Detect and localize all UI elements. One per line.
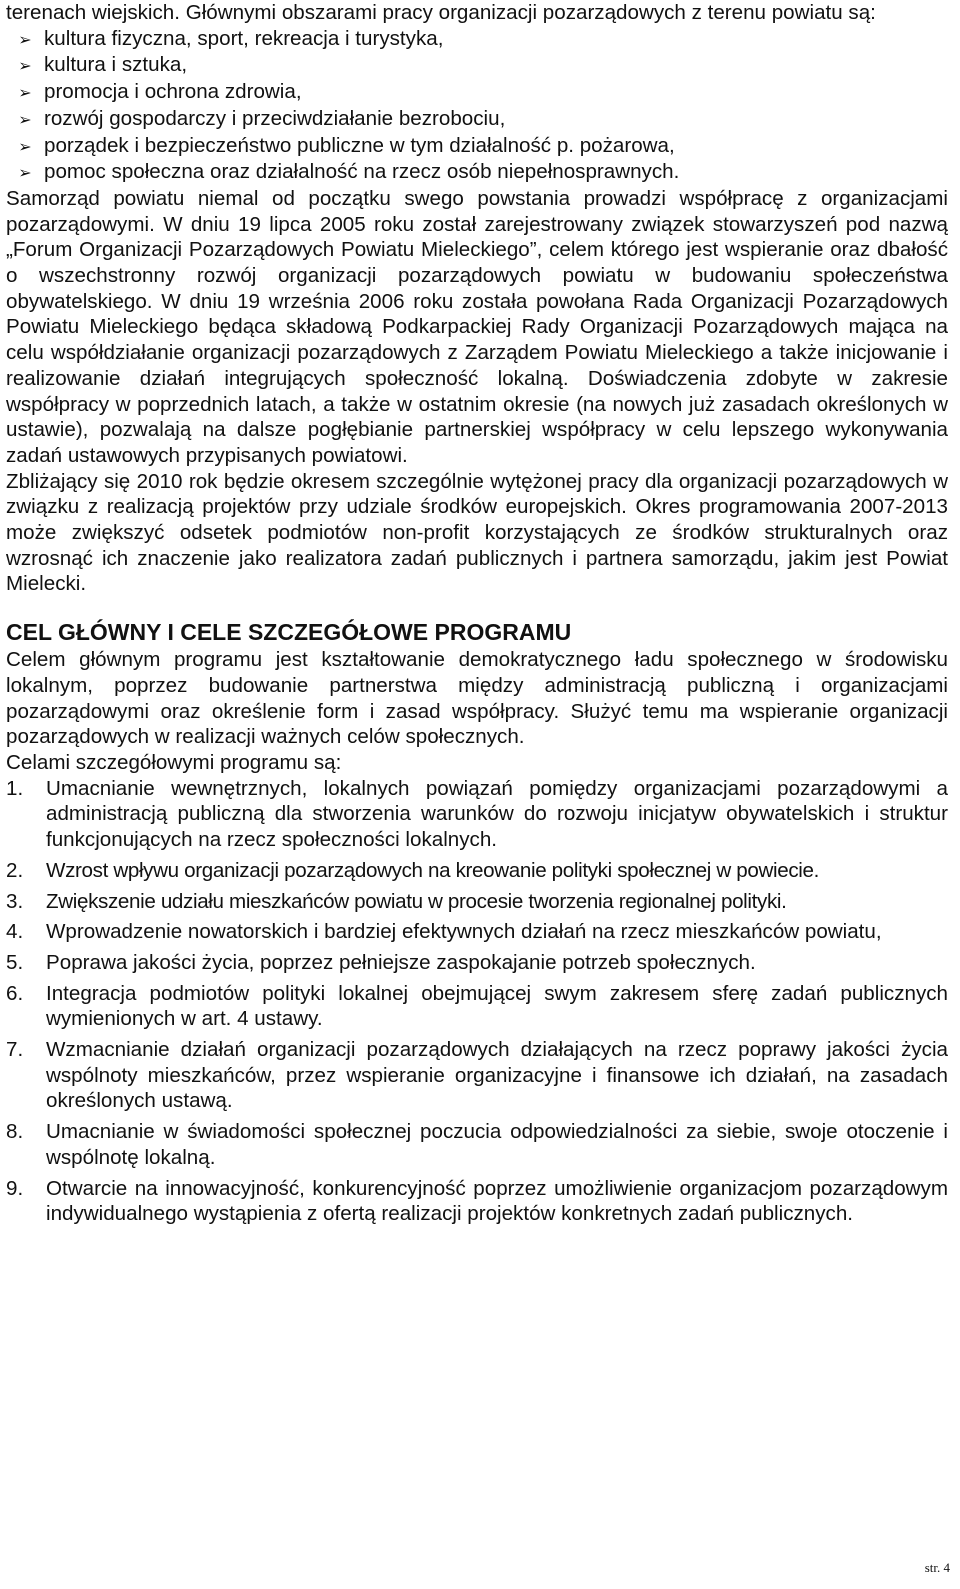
list-item: 7. Wzmacnianie działań organizacji pozarządowych działających na rzecz poprawy jakości życia wspólnoty mieszkańców, przez wspieranie organizacyjne i finansowe ich działań, na zasadach określonych ustawą. — [6, 1038, 948, 1113]
list-item: 2. Wzrost wpływu organizacji pozarządowych na kreowanie polityki społecznej w powiecie. — [6, 858, 819, 882]
arrow-bullet-icon — [6, 80, 44, 106]
list-item: 4. Wprowadzenie nowatorskich i bardziej efektywnych działań na rzecz mieszkańców powiatu, — [6, 920, 882, 944]
list-item: ➢ pomoc społeczna oraz działalność na rzecz osób niepełnosprawnych. — [6, 159, 948, 186]
list-item: 3. Zwiększenie udziału mieszkańców powiatu w procesie tworzenia regionalnej polityki. — [6, 889, 787, 913]
funding-paragraph: Zbliżający się 2010 rok będzie okresem szczególnie wytężonej pracy dla organizacji pozarządowych w związku z realizacją projektów przy udziale środków europejskich. Okres programowania 2007-2013 może zwiększyć odsetek podmiotów non-profit korzystających ze środków strukturalnych oraz wzrosnąć ich znaczenie jako realizatora zadań publicznych i partnera samorządu, jakim jest Powiat Mielecki. — [6, 469, 948, 596]
list-item: 6. Integracja podmiotów polityki lokalnej obejmującej swym zakresem sferę zadań publicznych wymienionych w art. 4 ustawy. — [6, 981, 948, 1031]
arrow-bullet-icon — [6, 107, 44, 133]
list-item: ➢ kultura fizyczna, sport, rekreacja i turystyka, — [6, 26, 948, 53]
arrow-bullet-icon — [6, 134, 44, 160]
section-heading: CEL GŁÓWNY I CELE SZCZEGÓŁOWE PROGRAMU — [6, 619, 572, 646]
arrow-bullet-icon — [6, 53, 44, 79]
list-item: 1. Umacnianie wewnętrznych, lokalnych powiązań pomiędzy organizacjami pozarządowymi a administracją publiczną dla stworzenia warunków do rozwoju inicjatyw obywatelskich i struktur funkcjonujących na rzecz społeczności lokalnych. — [6, 776, 948, 852]
list-item: ➢ kultura i sztuka, — [6, 52, 948, 79]
areas-list — [6, 26, 948, 186]
list-item: 8. Umacnianie w świadomości społecznej poczucia odpowiedzialności za siebie, swoje otoczenie i wspólnotę lokalną. — [6, 1120, 948, 1169]
document-page — [6, 0, 948, 1232]
goals-list — [6, 776, 948, 1227]
list-item: ➢ promocja i ochrona zdrowia, — [6, 79, 948, 106]
main-goal-paragraph: Celem głównym programu jest kształtowanie demokratycznego ładu społecznego w środowisku lokalnym, poprzez budowanie partnerstwa między administracją publiczną i organizacjami pozarządowymi oraz określenie form i zasad współpracy. Służyć temu ma wspieranie organizacji pozarządowych w realizacji ważnych celów społecznych. — [6, 648, 948, 749]
list-item: 5. Poprawa jakości życia, poprzez pełniejsze zaspokajanie potrzeb społecznych. — [6, 950, 756, 974]
page-number: str. 4 — [924, 1560, 950, 1575]
cooperation-paragraph: Samorząd powiatu niemal od początku swego powstania prowadzi współpracę z organizacjami pozarządowymi. W dniu 19 lipca 2005 roku został zarejestrowany związek stowarzyszeń pod nazwą „Forum Organizacji Pozarządowych Powiatu Mieleckiego”, celem którego jest wspieranie oraz dbałość o wszechstronny rozwój organizacji pozarządowych powiatu w budowaniu społeczeństwa obywatelskiego. W dniu 19 września 2006 roku została powołana Rada Organizacji Pozarządowych Powiatu Mieleckiego będąca składową Podkarpackiej Rady Organizacji Pozarządowych mająca na celu współdziałanie organizacji pozarządowych z Zarządem Powiatu Mieleckiego a także inicjowanie i realizowanie działań integrujących społeczność lokalną. Doświadczenia zdobyte w zakresie współpracy w poprzednich latach, a także w ostatnim okresie (na nowych już zasadach określonych w ustawie), pozwalają na dalsze pogłębianie partnerskiej współpracy w celu lepszego wykonywania zadań ustawowych przypisanych powiatowi. — [6, 186, 948, 467]
specific-goals-intro: Celami szczegółowymi programu są: — [6, 750, 342, 774]
intro-paragraph: terenach wiejskich. Głównymi obszarami pracy organizacji pozarządowych z terenu powiatu są: — [6, 1, 876, 24]
list-item: 9. Otwarcie na innowacyjność, konkurencyjność poprzez umożliwienie organizacjom pozarządowym indywidualnego wystąpienia z ofertą realizacji projektów konkretnych zadań publicznych. — [6, 1176, 948, 1226]
arrow-bullet-icon — [6, 27, 44, 53]
list-item: ➢ rozwój gospodarczy i przeciwdziałanie bezrobociu, — [6, 106, 948, 133]
arrow-bullet-icon — [6, 160, 44, 186]
list-item: ➢ porządek i bezpieczeństwo publiczne w tym działalność p. pożarowa, — [6, 133, 948, 160]
